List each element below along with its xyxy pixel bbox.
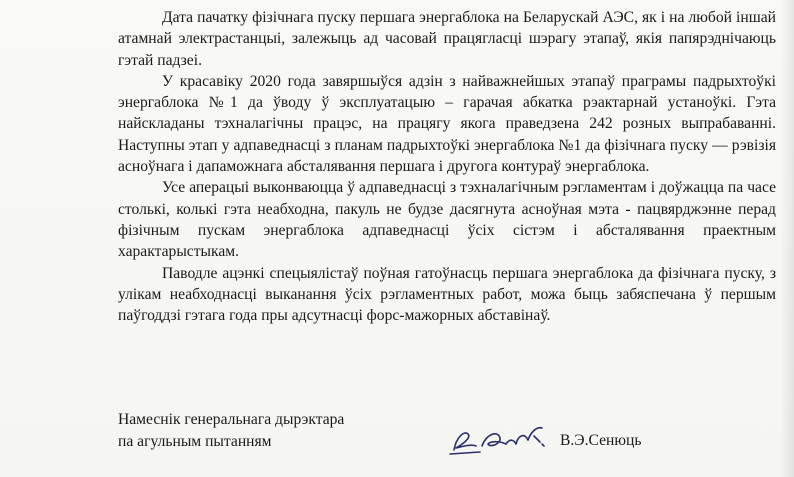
position-line-1: Намеснік генеральнага дырэктара [118,411,345,428]
handwritten-signature [446,416,556,460]
page-edge-shadow [780,0,794,477]
paragraph-2: У красавіку 2020 года завяршыўся адзін з найважнейшых этапаў праграмы падрыхтоўкі энергаблока №1 да ўводу ў эксплуатацыю – гарачая абкатка рэактарнай устаноўкі. Гэта найскладаны тэхналагічны працэс, на працягу якога праведзена 242 розных выпрабаванні. Наступны этап у адпаведнасці з планам падрыхтоўкі энергаблока №1 да фізічнага пуску — рэвізія асноўнага і дапаможнага абсталявання першага і другога контураў энергаблока. [118,72,776,176]
paragraph-3: Усе аперацыі выконваюцца ў адпаведнасці з тэхналагічным рэгламентам і доўжацца па часе столькі, колькі гэта неабходна, пакуль не будзе дасягнута асноўная мэта - пацвярджэнне перад фізічным пускам энергаблока адпаведнасці ўсіх сістэм і абсталявання праектным характарыстыкам. [118,179,776,261]
letter-body [118,7,776,326]
signer-name: В.Э.Сенюць [560,432,642,449]
paragraph-4: Паводле ацэнкі спецыялістаў поўная гатоўнасць першага энергаблока да фізічнага пуску, з улікам неабходнасці выканання ўсіх рэгламентных работ, можа быць забяспечана ў першым паўгоддзі гэтага года пры адсутнасці форс-мажорных абставінаў. [118,264,776,325]
paragraph-1: Дата пачатку фізічнага пуску першага энергаблока на Беларускай АЭС, як і на любой іншай атамнай электрастанцыі, залежыць ад часовай працягласці шэрагу этапаў, якія папярэднічаюць гэтай падзеі. [118,9,776,69]
signatory-position [118,409,344,453]
position-line-2: па агульным пытанням [118,433,272,450]
